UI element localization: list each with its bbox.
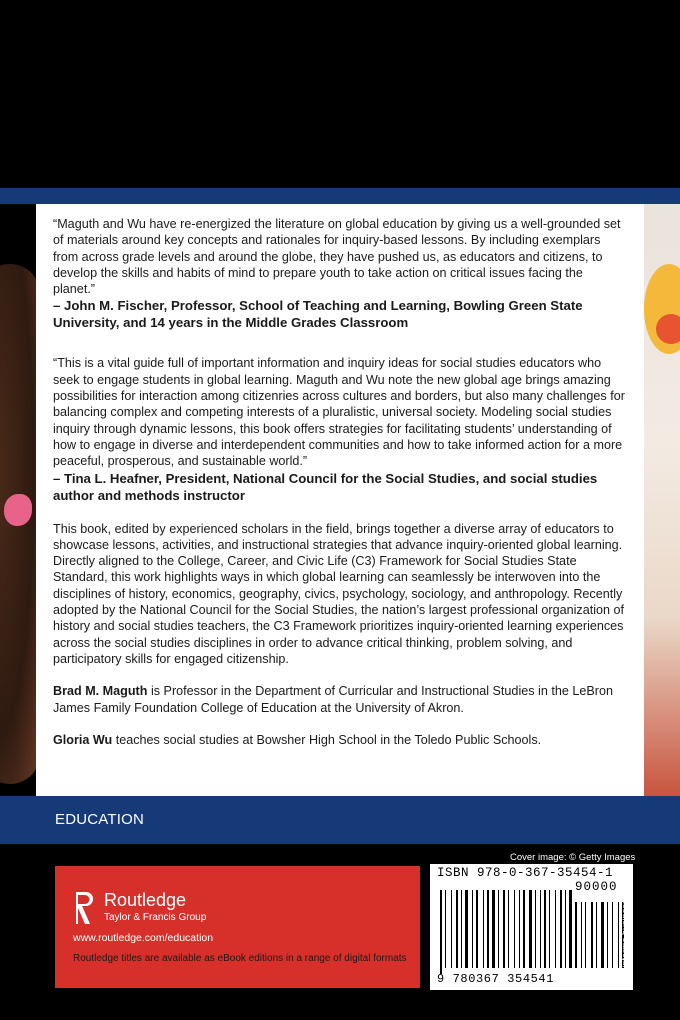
price-code: 90000 — [575, 880, 618, 894]
isbn-label: ISBN 978-0-367-35454-1 — [437, 866, 614, 880]
author-bio-2: Gloria Wu teaches social studies at Bowsher High School in the Toledo Public Schools. — [53, 732, 542, 747]
routledge-logo-icon — [73, 889, 95, 927]
back-cover-text — [53, 216, 628, 748]
top-blue-stripe — [0, 188, 680, 204]
review-quote-1: “Maguth and Wu have re-energized the literature on global education by giving us a well-grounded set of materials around key concepts and rationales for inquiry-based lessons. By including exemplars from across grade levels and around the globe, they have pushed us, as educators and citizens, to develop the skills and habits of mind to prepare youth to take action on critical issues facing the planet.” — [53, 217, 621, 297]
author-name-1: Brad M. Maguth — [53, 684, 148, 699]
flower-icon — [4, 494, 32, 526]
review-attribution-2: – Tina L. Heafner, President, National Council for the Social Studies, and social studies author and methods instructor — [53, 470, 598, 503]
category-label: EDUCATION — [55, 811, 145, 828]
book-description: This book, edited by experienced scholars in the field, brings together a diverse array of educators to showcase lessons, activities, and instructional strategies that advance inquiry-oriented global learning. Directly aligned to the College, Career, and Civic Life (C3) Framework for Social Studies State Standard, this work highlights ways in which global learning can seamlessly be interwoven into the disciplines of history, economics, geography, civics, psychology, sociology, and anthropology. Recently adopted by the National Council for the Social Studies, the nation’s largest professional organization of history and social studies teachers, the C3 Framework prioritizes inquiry-oriented learning experiences across the social studies disciplines in order to advance critical thinking, problem solving, and participatory skills for engaged citizenship. — [53, 521, 625, 666]
top-black-band — [0, 0, 680, 188]
author-name-2: Gloria Wu — [53, 732, 113, 747]
cover-photo-left — [0, 204, 36, 796]
publisher-name: Routledge — [104, 890, 187, 910]
barcode-icon — [436, 882, 628, 974]
publisher-subtitle: Taylor & Francis Group — [104, 912, 207, 923]
cover-photo-right — [644, 204, 680, 796]
isbn-digits: 9 780367 354541 — [437, 972, 555, 986]
author-bio-1: Brad M. Maguth is Professor in the Department of Curricular and Instructional Studies in the LeBron James Family Foundation College of Education at the University of Akron. — [53, 684, 613, 715]
publisher-box — [55, 866, 420, 988]
cover-credit: Cover image: © Getty Images — [510, 852, 636, 863]
review-quote-2: “This is a vital guide full of important information and inquiry ideas for social studies educators who seek to engage students in global learning. Maguth and Wu note the new global age brings amazing possibilities for interaction among citizenries across cultures and borders, but also many challenges for balancing complex and competing interests of a pluralistic, universal society. Modeling social studies inquiry through dynamic lessons, this book offers strategies for facilitating students’ understanding of how to engage in diverse and interdependent communities and how to take informed action for a more peaceful, prosperous, and sustainable world.” — [53, 356, 625, 469]
informa-tagline: an informa business — [620, 899, 630, 980]
publisher-url[interactable]: www.routledge.com/education — [73, 932, 214, 944]
ebook-note: Routledge titles are available as eBook editions in a range of digital formats — [73, 953, 407, 964]
review-attribution-1: – John M. Fischer, Professor, School of Teaching and Learning, Bowling Green State University, and 14 years in the Middle Grades Classroom — [53, 298, 583, 331]
